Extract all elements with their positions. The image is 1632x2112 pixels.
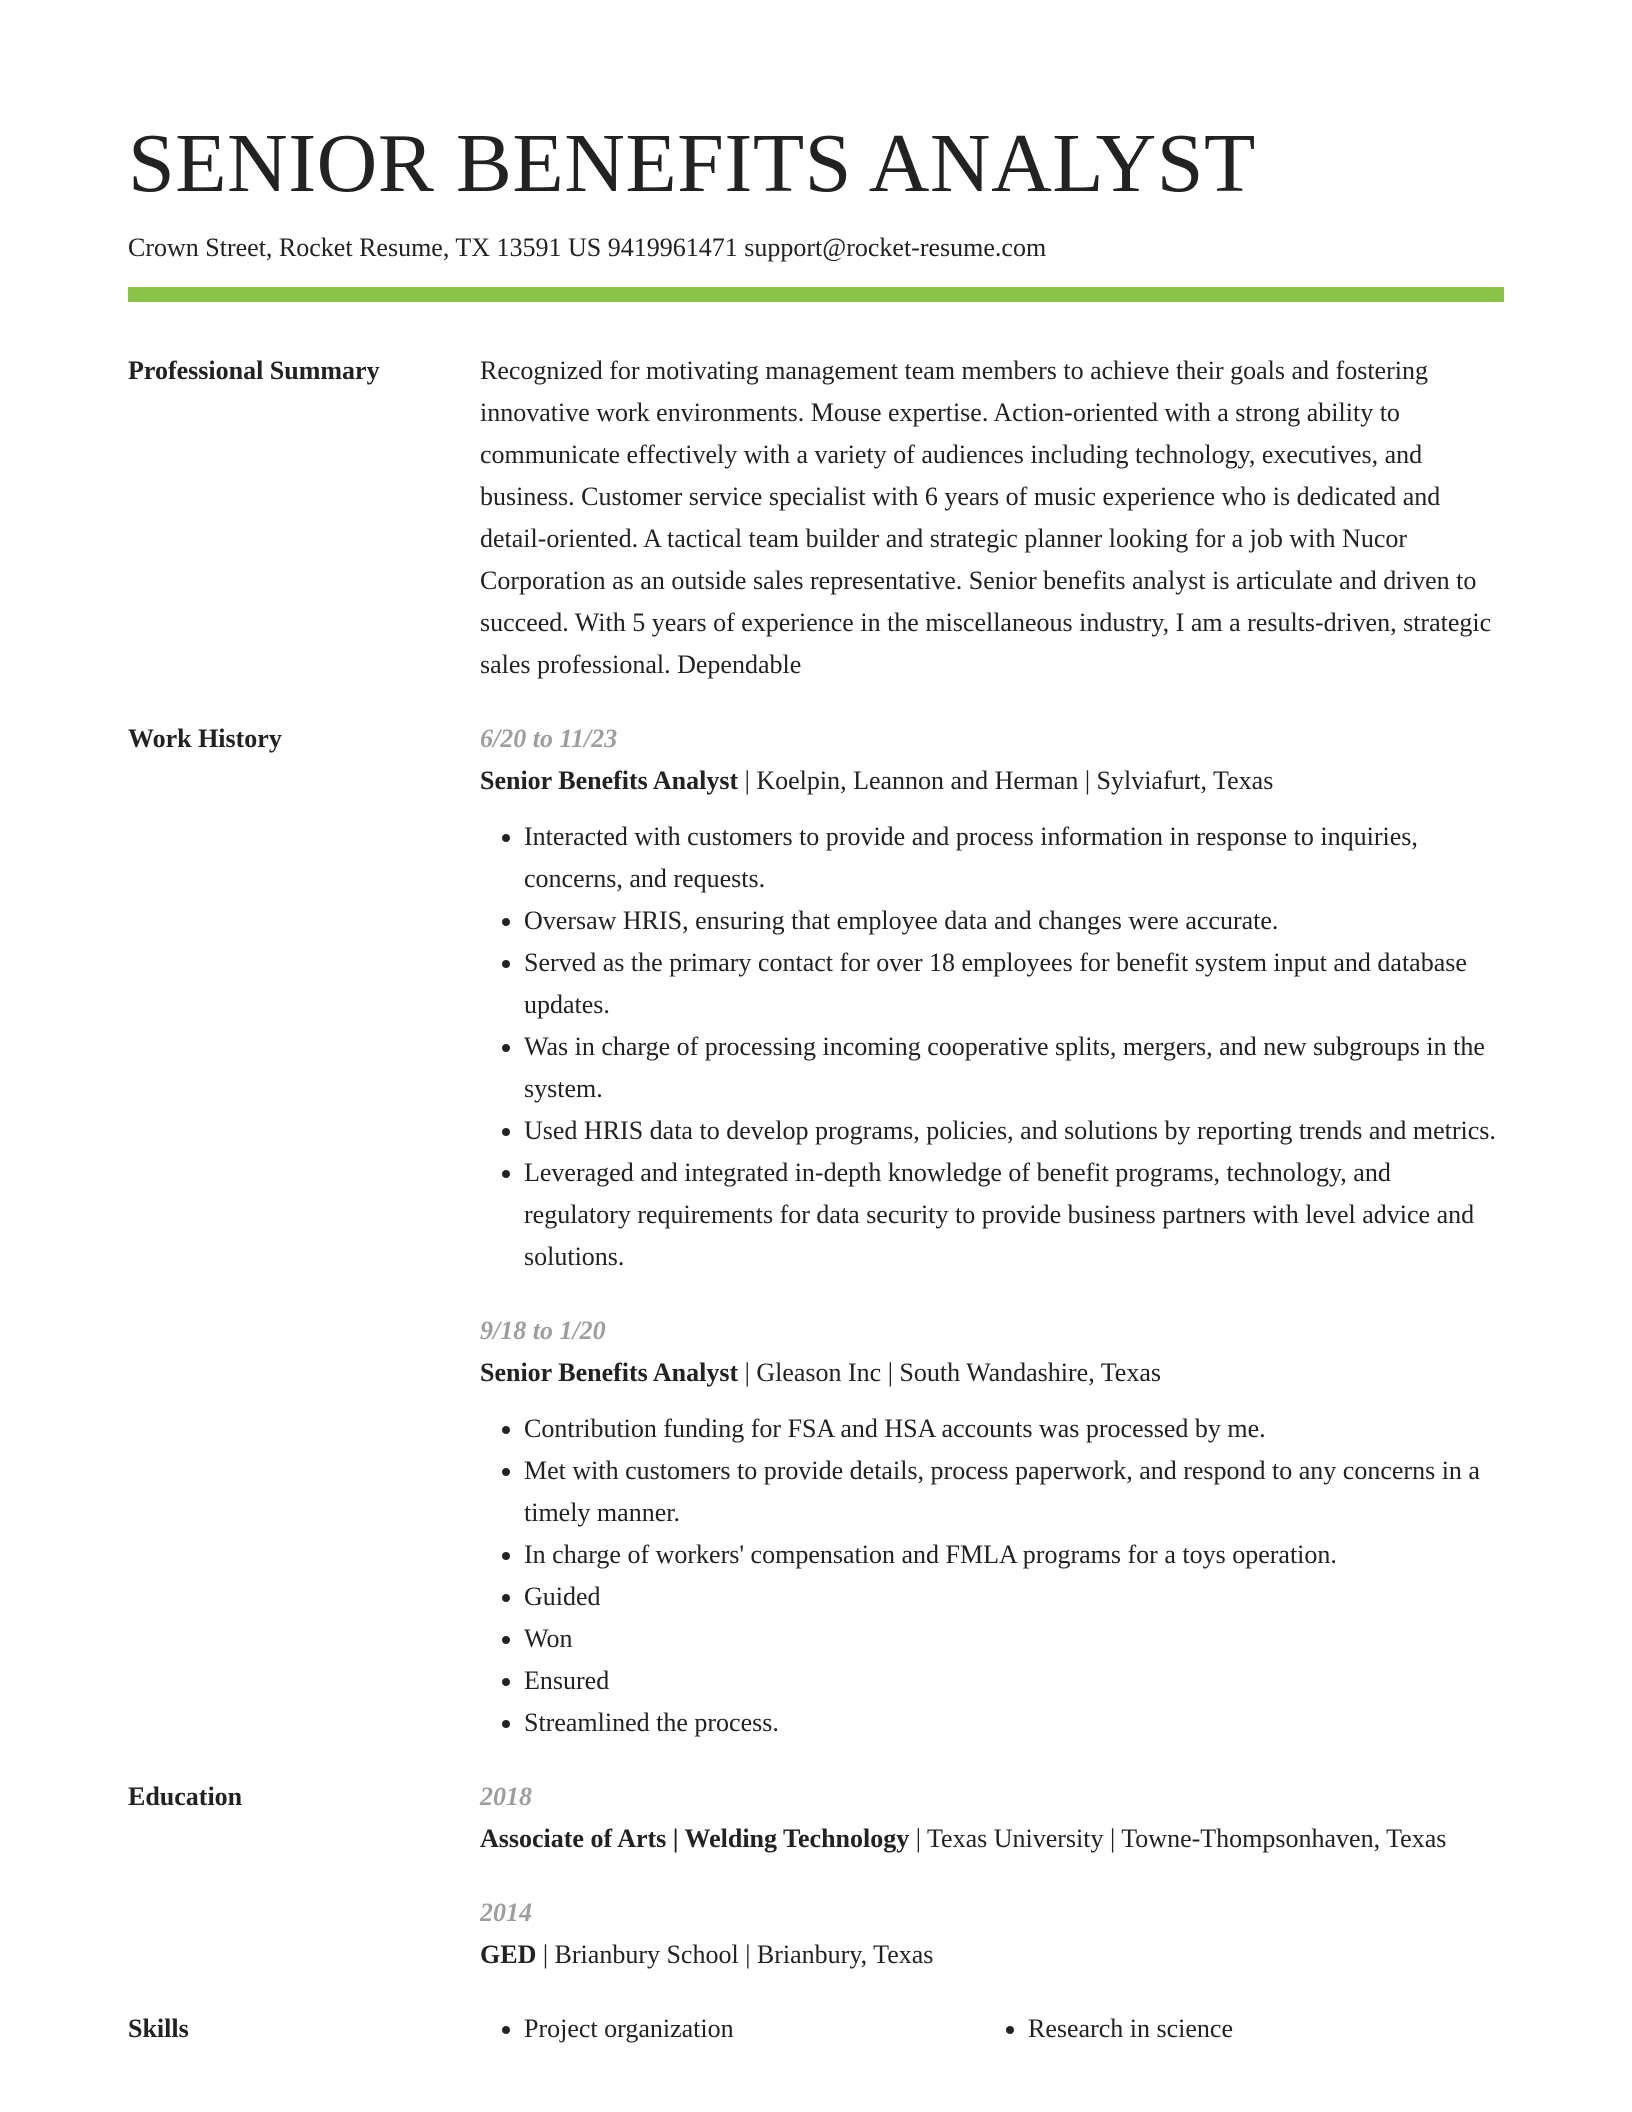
list-item: • Was in charge of processing incoming cooperative splits, mergers, and new subgroups in the system. bbox=[524, 1026, 1504, 1110]
list-item: • Won bbox=[524, 1618, 1504, 1660]
list-item: • Streamlined the process. bbox=[524, 1702, 1504, 1744]
degree: Associate of Arts | Welding Technology bbox=[480, 1823, 910, 1853]
job-heading bbox=[480, 760, 1504, 802]
section-label-work: Work History bbox=[128, 723, 282, 753]
work-history-section bbox=[128, 718, 1504, 1744]
job-heading bbox=[480, 1352, 1504, 1394]
list-item: • Project organization bbox=[524, 2008, 984, 2050]
list-item: • Guided bbox=[524, 1576, 1504, 1618]
job-employer-location: | Koelpin, Leannon and Herman | Sylviafurt, Texas bbox=[738, 765, 1274, 795]
job-dates: 9/18 to 1/20 bbox=[480, 1315, 606, 1345]
education-entry bbox=[480, 1776, 1504, 1860]
list-item: • Contribution funding for FSA and HSA accounts was processed by me. bbox=[524, 1408, 1504, 1450]
skills-list-right bbox=[984, 2008, 1488, 2050]
job-entry bbox=[480, 718, 1504, 1278]
job-entry bbox=[480, 1310, 1504, 1744]
education-body bbox=[480, 1776, 1504, 1976]
job-title: Senior Benefits Analyst bbox=[480, 1357, 739, 1387]
job-employer-location: | Gleason Inc | South Wandashire, Texas bbox=[738, 1357, 1162, 1387]
accent-divider bbox=[128, 287, 1504, 302]
school-location: | Brianbury School | Brianbury, Texas bbox=[536, 1939, 934, 1969]
job-duties-list bbox=[480, 816, 1504, 1278]
list-item: • Research in science bbox=[1028, 2008, 1488, 2050]
list-item: • Interacted with customers to provide and process information in response to inquiries, concerns, and requests. bbox=[524, 816, 1504, 900]
work-history-body bbox=[480, 718, 1504, 1744]
summary-text: Recognized for motivating management team members to achieve their goals and fostering innovative work environments. Mouse expertise. Action-oriented with a strong ability to communicate effectively with a variety of audiences including technology, executives, and business. Customer service specialist with 6 years of music experience who is dedicated and detail-oriented. A tactical team builder and strategic planner looking for a job with Nucor Corporation as an outside sales representative. Senior benefits analyst is articulate and driven to succeed. With 5 years of experience in the miscellaneous industry, I am a results-driven, strategic sales professional. Dependable bbox=[480, 355, 1492, 679]
list-item: • Met with customers to provide details, process paperwork, and respond to any concerns in a timely manner. bbox=[524, 1450, 1504, 1534]
resume-page bbox=[128, 0, 1504, 2050]
education-year: 2014 bbox=[480, 1897, 532, 1927]
list-item: • Used HRIS data to develop programs, policies, and solutions by reporting trends and metrics. bbox=[524, 1110, 1504, 1152]
candidate-name: SENIOR BENEFITS ANALYST bbox=[128, 117, 1256, 210]
list-item: • Served as the primary contact for over 18 employees for benefit system input and database updates. bbox=[524, 942, 1504, 1026]
list-item: • In charge of workers' compensation and FMLA programs for a toys operation. bbox=[524, 1534, 1504, 1576]
skills-columns bbox=[480, 2008, 1504, 2050]
section-label-education: Education bbox=[128, 1781, 243, 1811]
education-heading bbox=[480, 1934, 1504, 1976]
section-label-summary: Professional Summary bbox=[128, 355, 380, 385]
school-location: | Texas University | Towne-Thompsonhaven, Texas bbox=[909, 1823, 1447, 1853]
list-item: • Oversaw HRIS, ensuring that employee data and changes were accurate. bbox=[524, 900, 1504, 942]
education-entry bbox=[480, 1892, 1504, 1976]
job-title: Senior Benefits Analyst bbox=[480, 765, 739, 795]
skills-list-left bbox=[480, 2008, 984, 2050]
education-year: 2018 bbox=[480, 1781, 532, 1811]
education-heading bbox=[480, 1818, 1504, 1860]
skills-section bbox=[128, 2008, 1504, 2050]
summary-section bbox=[128, 350, 1504, 686]
section-label-skills: Skills bbox=[128, 2013, 189, 2043]
job-dates: 6/20 to 11/23 bbox=[480, 723, 618, 753]
list-item: • Ensured bbox=[524, 1660, 1504, 1702]
job-duties-list bbox=[480, 1408, 1504, 1744]
degree: GED bbox=[480, 1939, 537, 1969]
list-item: • Leveraged and integrated in-depth knowledge of benefit programs, technology, and regulatory requirements for data security to provide business partners with level advice and solutions. bbox=[524, 1152, 1504, 1278]
contact-line: Crown Street, Rocket Resume, TX 13591 US 9419961471 support@rocket-resume.com bbox=[128, 233, 1047, 263]
education-section bbox=[128, 1776, 1504, 1976]
